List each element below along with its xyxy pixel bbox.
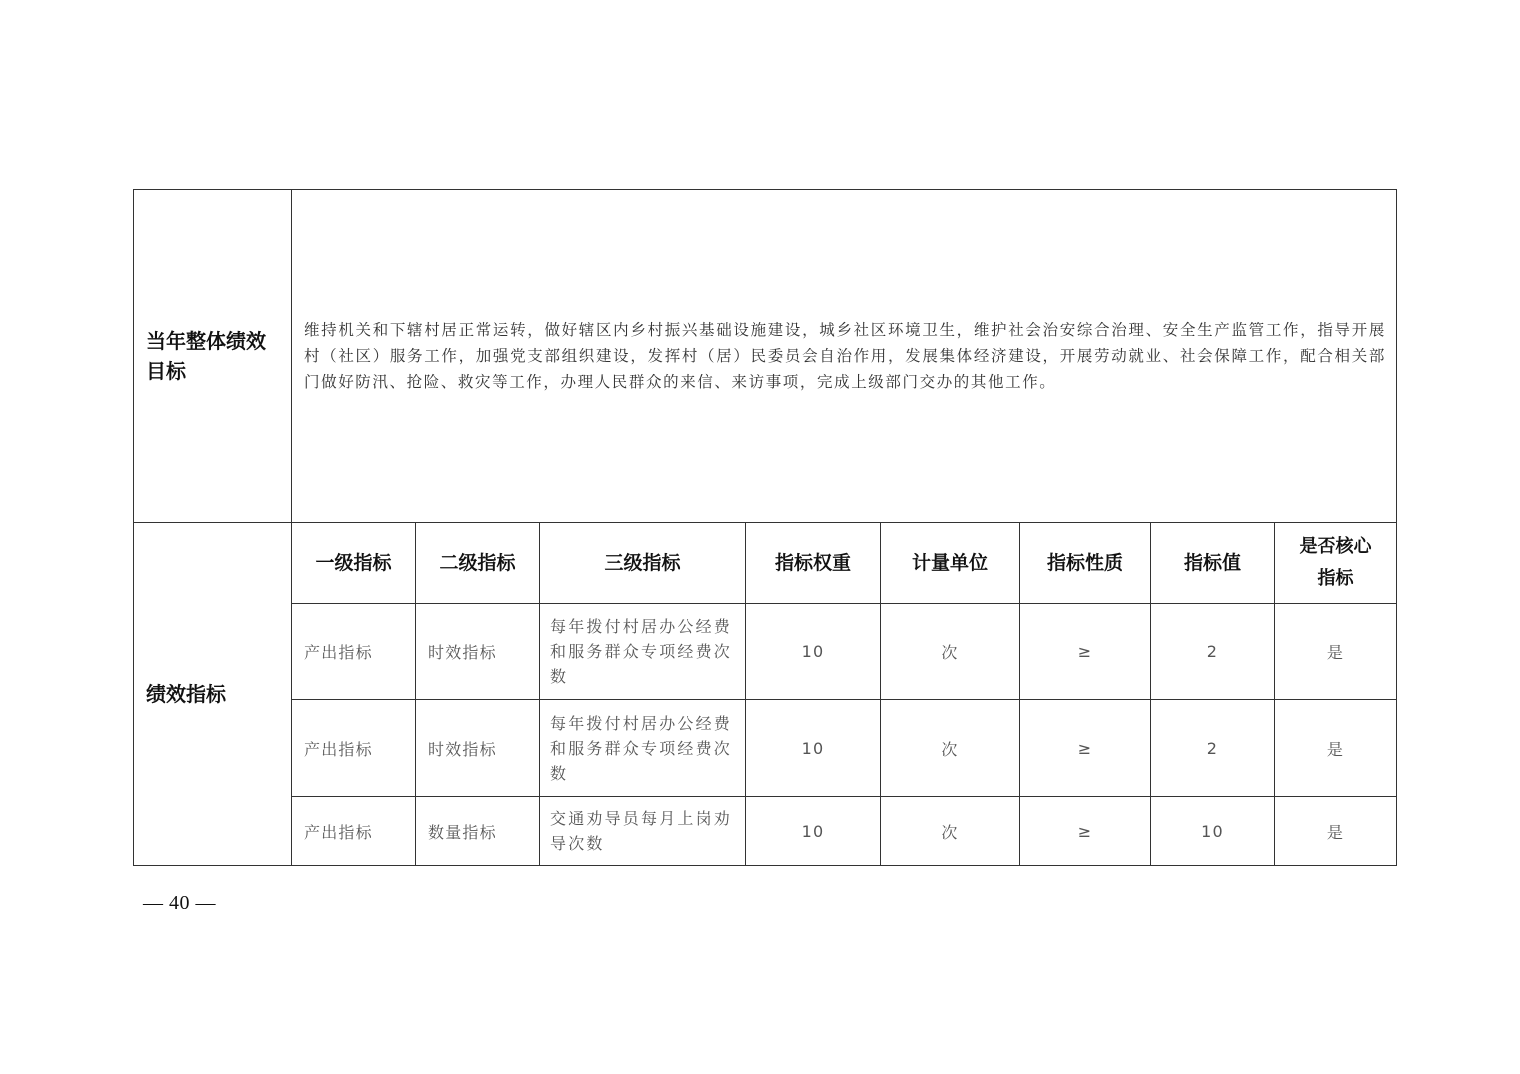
performance-table <box>133 189 1397 866</box>
row3-nature: ≥ <box>1020 797 1151 866</box>
row3-level1: 产出指标 <box>292 797 416 866</box>
row2-level2: 时效指标 <box>416 700 540 797</box>
table-row <box>134 604 1397 700</box>
row1-weight: 10 <box>746 604 881 700</box>
row2-value: 2 <box>1151 700 1275 797</box>
row2-weight: 10 <box>746 700 881 797</box>
header-level2: 二级指标 <box>416 523 540 604</box>
goal-text: 维持机关和下辖村居正常运转，做好辖区内乡村振兴基础设施建设，城乡社区环境卫生，维护社会治安综合治理、安全生产监管工作，指导开展村（社区）服务工作，加强党支部组织建设，发挥村（居）民委员会自治作用，发展集体经济建设，开展劳动就业、社会保障工作，配合相关部门做好防汛、抢险、救灾等工作，办理人民群众的来信、来访事项，完成上级部门交办的其他工作。 <box>292 190 1397 523</box>
row3-unit: 次 <box>881 797 1020 866</box>
page-number: — 40 — <box>143 892 216 914</box>
row1-level1: 产出指标 <box>292 604 416 700</box>
row3-level2: 数量指标 <box>416 797 540 866</box>
row1-value: 2 <box>1151 604 1275 700</box>
row1-level3: 每年拨付村居办公经费和服务群众专项经费次数 <box>540 604 746 700</box>
row3-value: 10 <box>1151 797 1275 866</box>
header-level3: 三级指标 <box>540 523 746 604</box>
indicator-header-row <box>134 523 1397 604</box>
header-nature: 指标性质 <box>1020 523 1151 604</box>
header-value: 指标值 <box>1151 523 1275 604</box>
table-row <box>134 700 1397 797</box>
header-core: 是否核心指标 <box>1275 523 1397 604</box>
indicator-label: 绩效指标 <box>134 523 292 866</box>
goal-label: 当年整体绩效目标 <box>134 190 292 523</box>
row1-unit: 次 <box>881 604 1020 700</box>
row3-weight: 10 <box>746 797 881 866</box>
row2-unit: 次 <box>881 700 1020 797</box>
table-row <box>134 797 1397 866</box>
row2-level1: 产出指标 <box>292 700 416 797</box>
goal-row <box>134 190 1397 523</box>
header-unit: 计量单位 <box>881 523 1020 604</box>
row2-nature: ≥ <box>1020 700 1151 797</box>
row2-core: 是 <box>1275 700 1397 797</box>
row3-core: 是 <box>1275 797 1397 866</box>
row2-level3: 每年拨付村居办公经费和服务群众专项经费次数 <box>540 700 746 797</box>
row1-core: 是 <box>1275 604 1397 700</box>
row3-level3: 交通劝导员每月上岗劝导次数 <box>540 797 746 866</box>
header-weight: 指标权重 <box>746 523 881 604</box>
row1-level2: 时效指标 <box>416 604 540 700</box>
row1-nature: ≥ <box>1020 604 1151 700</box>
header-level1: 一级指标 <box>292 523 416 604</box>
